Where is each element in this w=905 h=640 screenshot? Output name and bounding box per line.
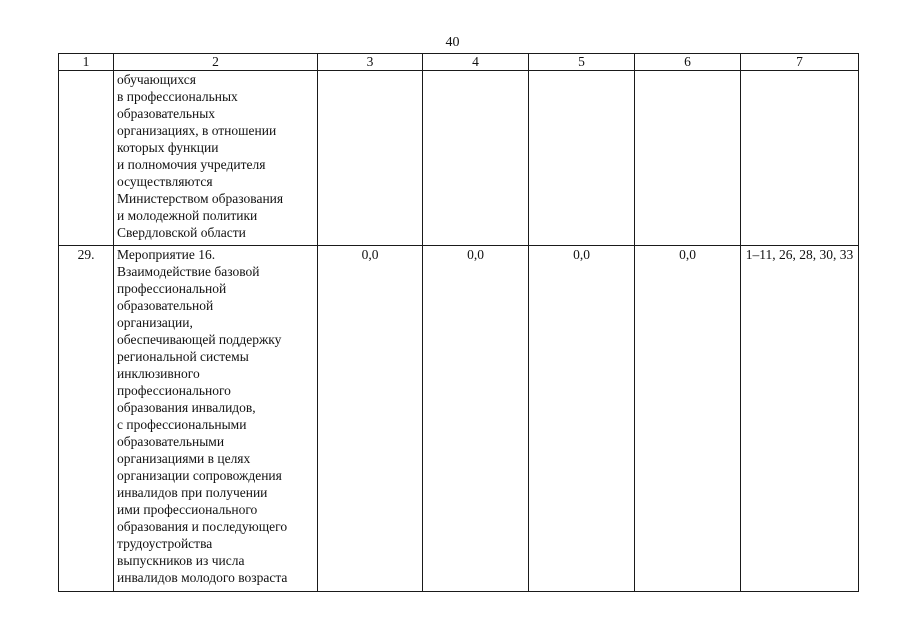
row-col4: 0,0 (423, 246, 529, 592)
row-col4 (423, 71, 529, 246)
row-col3: 0,0 (318, 246, 423, 592)
table-row (59, 246, 859, 592)
row-number (59, 71, 114, 246)
row-targets: 1–11, 26, 28, 30, 33 (741, 246, 859, 592)
header-col-4: 4 (423, 54, 529, 71)
row-description (114, 246, 318, 592)
row-description-text: Мероприятие 16. Взаимодействие базовой профессиональной образовательной организации, обеспечивающей поддержку региональной системы инклюзивного профессионального образования инвалидов, с профессиональными образовательными организациями в целях организации сопровождения инвалидов при получении ими профессионального образования и последующего трудоустройства выпускников из числа инвалидов молодого возраста (117, 247, 288, 585)
row-number: 29. (59, 246, 114, 592)
header-row (59, 54, 859, 71)
row-col6: 0,0 (635, 246, 741, 592)
header-col-1: 1 (59, 54, 114, 71)
program-table (58, 53, 859, 592)
header-col-5: 5 (529, 54, 635, 71)
row-col3 (318, 71, 423, 246)
row-col5: 0,0 (529, 246, 635, 592)
page-number: 40 (445, 35, 460, 50)
header-col-6: 6 (635, 54, 741, 71)
row-description (114, 71, 318, 246)
header-col-7: 7 (741, 54, 859, 71)
row-col6 (635, 71, 741, 246)
table-row (59, 71, 859, 246)
row-description-text: обучающихся в профессиональных образовательных организациях, в отношении которых функции и полномочия учредителя осуществляются Министерством образования и молодежной политики Свердловской области (117, 72, 284, 240)
header-col-3: 3 (318, 54, 423, 71)
row-col5 (529, 71, 635, 246)
row-targets (741, 71, 859, 246)
header-col-2: 2 (114, 54, 318, 71)
